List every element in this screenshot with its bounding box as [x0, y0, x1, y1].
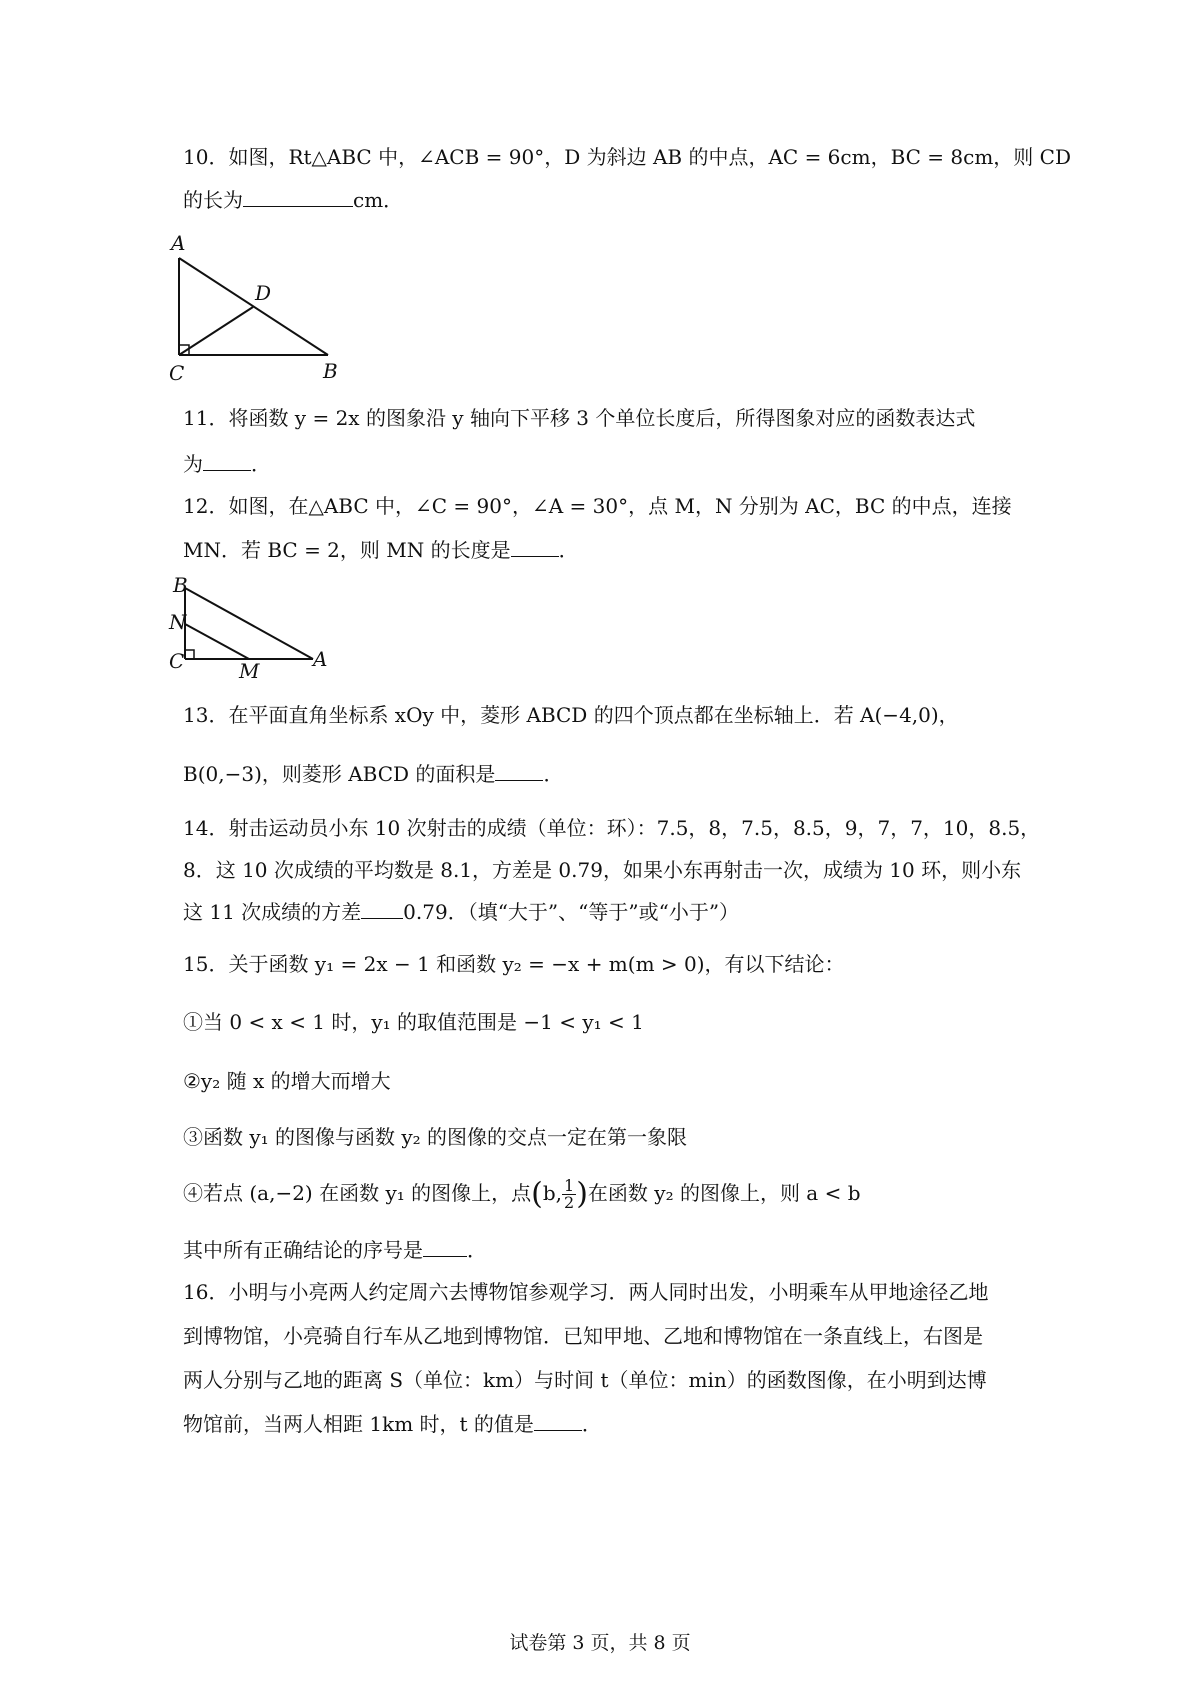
q14-line3-end: 0.79．（填“大于”、“等于”或“小于”）	[403, 900, 740, 924]
q10-line2	[183, 186, 403, 214]
q10-segment-cd	[179, 307, 253, 355]
q16-answer-blank	[534, 1412, 582, 1431]
q16-line1: 16．小明与小亮两人约定周六去博物馆参观学习．两人同时出发，小明乘车从甲地途径乙地	[183, 1280, 989, 1304]
q16-line4-text: 物馆前，当两人相距 1km 时，t 的值是	[183, 1412, 534, 1436]
q12-answer-blank	[511, 538, 559, 557]
q12-line1: 12．如图，在△ABC 中，∠C = 90°，∠A = 30°，点 M，N 分别为 AC，BC 的中点，连接	[183, 494, 1012, 518]
q12-label-n: N	[169, 610, 187, 634]
q12-label-c: C	[169, 649, 185, 673]
q12-triangle-figure	[165, 572, 345, 684]
q13-line2	[183, 760, 563, 788]
q15-option-2: ②y₂ 随 x 的增大而增大	[183, 1069, 391, 1093]
q15-line1: 15．关于函数 y₁ = 2x − 1 和函数 y₂ = −x + m(m > 0)，有以下结论：	[183, 952, 845, 976]
q14-line1: 14．射击运动员小东 10 次射击的成绩（单位：环）：7.5，8，7.5，8.5，9，7，7，10，8.5，	[183, 816, 1041, 840]
q16-line4-end: ．	[581, 1412, 602, 1436]
q11-line2-end: ．	[251, 452, 271, 476]
q15-frac-den: 2	[564, 1193, 575, 1212]
q15-option-1: ①当 0 < x < 1 时，y₁ 的取值范围是 −1 < y₁ < 1	[183, 1010, 644, 1034]
q15-point-b-close: )	[576, 1176, 588, 1212]
q12-side-ba	[185, 588, 313, 659]
page-footer: 试卷第 3 页，共 8 页	[509, 1632, 691, 1654]
q15-answer-text: 其中所有正确结论的序号是	[183, 1238, 423, 1262]
q13-answer-blank	[495, 762, 543, 781]
q12-line2	[183, 536, 579, 564]
q14-answer-blank	[361, 900, 403, 919]
q16-line3: 两人分别与乙地的距离 S（单位：km）与时间 t（单位：min）的函数图像，在小明到达博	[183, 1368, 987, 1392]
q15-option-4-text: ④若点 (a,−2) 在函数 y₁ 的图像上，点	[183, 1181, 532, 1205]
q11-line1: 11．将函数 y = 2x 的图象沿 y 轴向下平移 3 个单位长度后，所得图象对应的函数表达式	[183, 406, 976, 430]
q11-answer-blank	[203, 452, 251, 471]
q10-line1: 10．如图，Rt△ABC 中，∠ACB = 90°，D 为斜边 AB 的中点，AC = 6cm，BC = 8cm，则 CD	[183, 145, 1072, 169]
q10-line2-text: 的长为	[183, 188, 243, 212]
q13-line1: 13．在平面直角坐标系 xOy 中，菱形 ABCD 的四个顶点都在坐标轴上．若 A(−4,0)，	[183, 703, 959, 727]
q14-line2: 8．这 10 次成绩的平均数是 8.1，方差是 0.79，如果小东再射击一次，成绩为 10 环，则小东	[183, 858, 1022, 882]
q15-point-b: (	[531, 1176, 543, 1212]
q16-line4	[183, 1410, 602, 1438]
q12-label-b: B	[173, 573, 188, 597]
q10-label-c: C	[169, 361, 185, 385]
q10-label-a: A	[171, 231, 186, 255]
q10-label-b: B	[323, 359, 338, 383]
q16-line2: 到博物馆，小亮骑自行车从乙地到博物馆．已知甲地、乙地和博物馆在一条直线上，右图是	[183, 1324, 983, 1348]
q10-line2-unit: cm．	[353, 188, 404, 212]
q15-answer-blank	[423, 1238, 467, 1257]
q15-option-3: ③函数 y₁ 的图像与函数 y₂ 的图像的交点一定在第一象限	[183, 1125, 688, 1149]
q10-answer-blank	[243, 188, 353, 207]
q14-line3	[183, 898, 739, 926]
q15-answer-end: ．	[467, 1238, 487, 1262]
q12-line2-end: ．	[558, 538, 579, 562]
q12-line2-text: MN．若 BC = 2，则 MN 的长度是	[183, 538, 511, 562]
q13-line2-text: B(0,−3)，则菱形 ABCD 的面积是	[183, 762, 496, 786]
q15-option-4	[183, 1178, 861, 1211]
q12-right-angle-mark	[185, 650, 194, 659]
q15-option-4-end: 在函数 y₂ 的图像上，则 a < b	[587, 1181, 861, 1205]
q10-triangle-figure	[165, 230, 365, 390]
q11-line2-text: 为	[183, 452, 203, 476]
q15-frac-num: 1	[564, 1176, 575, 1195]
q12-label-m: M	[239, 659, 260, 683]
q14-line3-text: 这 11 次成绩的方差	[183, 900, 362, 924]
q10-label-d: D	[255, 281, 272, 305]
q11-line2	[183, 450, 271, 478]
q15-point-b-x: b,	[542, 1181, 563, 1205]
q15-answer-line	[183, 1236, 487, 1264]
q12-label-a: A	[313, 647, 328, 671]
q15-half-fraction	[562, 1178, 576, 1211]
q13-line2-end: ．	[543, 762, 564, 786]
